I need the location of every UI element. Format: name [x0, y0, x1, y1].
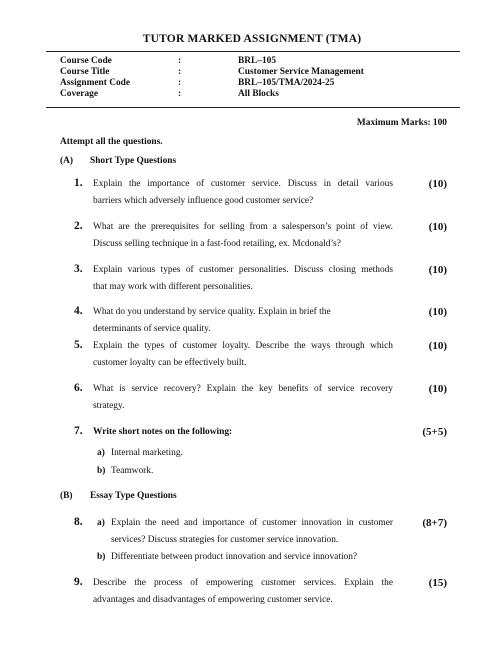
- info-label-course-title: Course Title: [60, 67, 110, 77]
- info-label-course-code: Course Code: [60, 56, 112, 66]
- info-value-coverage: All Blocks: [238, 89, 279, 99]
- question-2-line-2: Discuss selling technique in a fast-food retailing, ex. Mcdonald’s?: [93, 239, 341, 249]
- info-value-course-code: BRL–105: [238, 56, 277, 66]
- info-sep: :: [178, 89, 182, 99]
- question-7-marks: (5+5): [422, 426, 447, 438]
- question-4-marks: (10): [428, 306, 447, 318]
- question-8-sub-b-line-1: Differentiate between product innovation and service innovation?: [111, 552, 358, 562]
- question-6-line-2: strategy.: [93, 401, 125, 411]
- question-6-number: 6.: [74, 382, 83, 394]
- question-1-line-2: barriers which adversely influence good customer service?: [93, 196, 314, 206]
- question-9-marks: (15): [428, 577, 447, 589]
- question-4-line-1: What do you understand by service quality. Explain in brief the: [93, 307, 331, 317]
- bottom-divider: [46, 107, 460, 108]
- info-sep: :: [178, 78, 182, 88]
- top-divider: [46, 51, 460, 52]
- info-sep: :: [178, 56, 182, 66]
- info-label-coverage: Coverage: [60, 89, 99, 99]
- question-5-marks: (10): [428, 340, 447, 352]
- question-9-number: 9.: [74, 576, 83, 588]
- question-4-number: 4.: [74, 305, 83, 317]
- info-label-assignment-code: Assignment Code: [60, 78, 131, 88]
- question-4-line-2: determinants of service quality.: [93, 324, 211, 334]
- section-b-letter: (B): [60, 491, 73, 501]
- question-6-marks: (10): [428, 383, 447, 395]
- section-a-letter: (A): [60, 156, 74, 166]
- question-5-line-2: customer loyalty can be effectively built.: [93, 358, 247, 368]
- question-2-number: 2.: [74, 220, 83, 232]
- question-8-sub-a-letter: a): [97, 518, 105, 528]
- assignment-title: TUTOR MARKED ASSIGNMENT (TMA): [142, 33, 362, 45]
- question-3-number: 3.: [74, 263, 83, 275]
- question-9-line-1: Describe the process of empowering customer services. Explain the: [93, 578, 393, 588]
- maximum-marks: Maximum Marks: 100: [356, 118, 447, 128]
- question-6-line-1: What is service recovery? Explain the key benefits of service recovery: [93, 384, 393, 394]
- instruction-text: Attempt all the questions.: [60, 137, 163, 147]
- question-7-sub-b-text: Teamwork.: [111, 466, 154, 476]
- question-7-sub-b-letter: b): [97, 466, 106, 476]
- question-1-number: 1.: [74, 177, 83, 189]
- section-b-title: Essay Type Questions: [90, 491, 177, 501]
- question-7-sub-a-letter: a): [97, 448, 105, 458]
- question-8-number: 8.: [74, 516, 83, 528]
- question-7-number: 7.: [74, 425, 83, 437]
- question-2-marks: (10): [428, 221, 447, 233]
- question-8-sub-a-line-2: services? Discuss strategies for customer service innovation.: [111, 535, 339, 545]
- question-8-sub-a-line-1: Explain the need and importance of customer innovation in customer: [111, 518, 393, 528]
- info-value-course-title: Customer Service Management: [238, 67, 364, 77]
- question-5-line-1: Explain the types of customer loyalty. Describe the ways through which: [93, 341, 393, 351]
- question-8-marks: (8+7): [422, 517, 447, 529]
- question-2-line-1: What are the prerequisites for selling from a salesperson’s point of view.: [93, 222, 393, 232]
- info-value-assignment-code: BRL–105/TMA/2024-25: [238, 78, 335, 88]
- question-1-line-1: Explain the importance of customer service. Discuss in detail various: [93, 179, 393, 189]
- info-sep: :: [178, 67, 182, 77]
- question-7-sub-a-text: Internal marketing.: [111, 448, 183, 458]
- question-1-marks: (10): [428, 178, 447, 190]
- question-3-line-1: Explain various types of customer personalities. Discuss closing methods: [93, 265, 393, 275]
- question-8-sub-b-letter: b): [97, 552, 106, 562]
- question-5-number: 5.: [74, 339, 83, 351]
- section-a-title: Short Type Questions: [90, 156, 177, 166]
- question-3-marks: (10): [428, 264, 447, 276]
- question-7-line-1: Write short notes on the following:: [93, 427, 233, 437]
- question-3-line-2: that may work with different personalities.: [93, 282, 253, 292]
- question-9-line-2: advantages and disadvantages of empowering customer service.: [93, 595, 333, 605]
